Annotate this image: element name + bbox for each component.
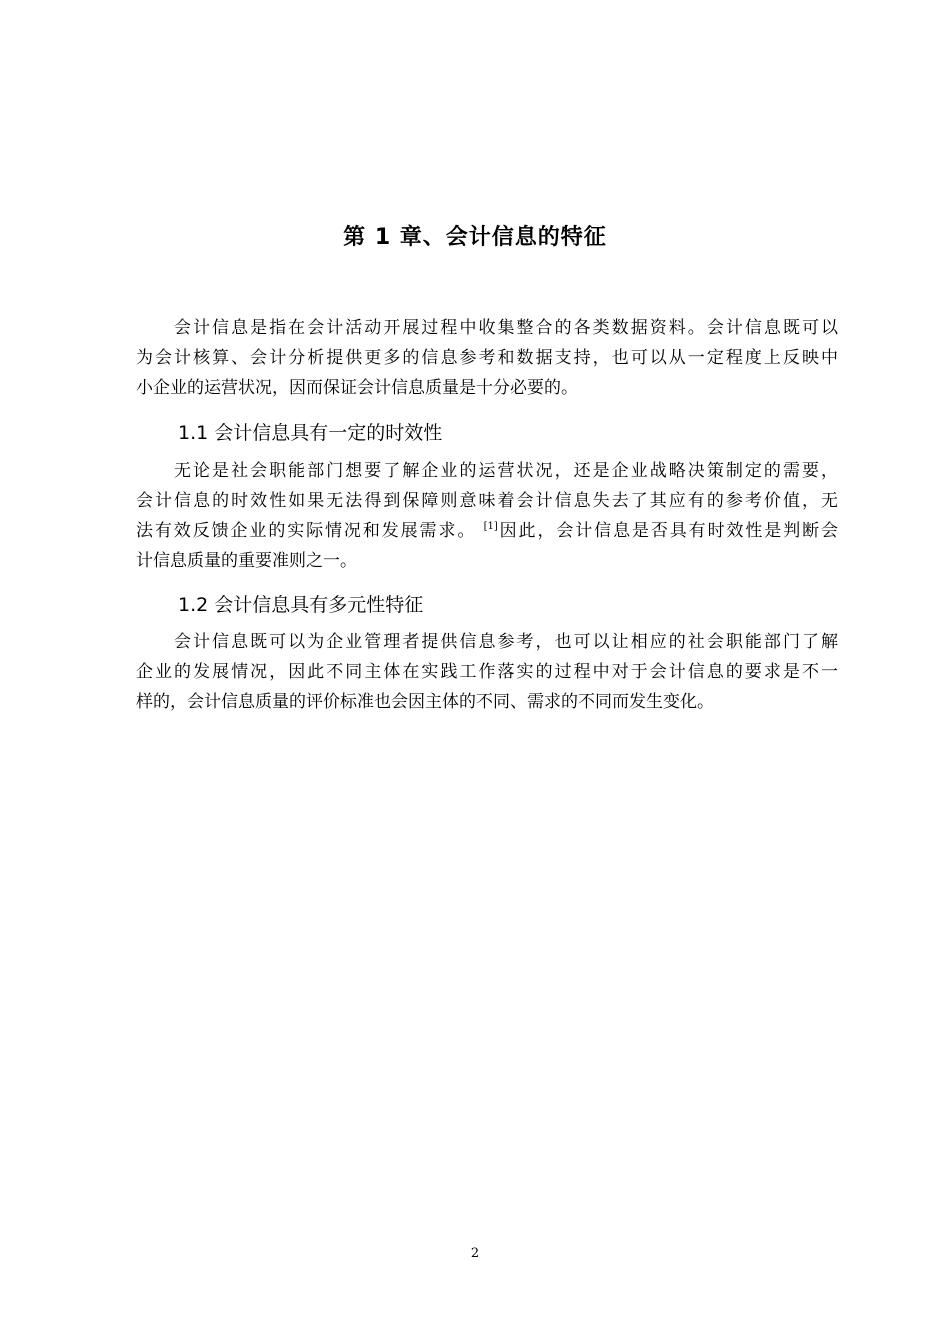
- paragraph-line: [136, 516, 838, 546]
- intro-paragraph: [136, 313, 838, 403]
- paragraph-text: 因此，会计信息是否具有时效性是判断会: [497, 521, 839, 541]
- paragraph-line: 样的，会计信息质量的评价标准也会因主体的不同、需求的不同而发生变化。: [136, 692, 714, 712]
- paragraph-line: 企业的发展情况，因此不同主体在实践工作落实的过程中对于会计信息的要求是不一: [136, 662, 838, 682]
- section-1-2-paragraph: [136, 627, 838, 717]
- paragraph-line: 会计信息既可以为企业管理者提供信息参考，也可以让相应的社会职能部门了解: [174, 632, 838, 652]
- section-heading-1-2: 1.2 会计信息具有多元性特征: [178, 594, 424, 616]
- section-1-1-paragraph: [136, 456, 838, 576]
- paragraph-line: 为会计核算、会计分析提供更多的信息参考和数据支持，也可以从一定程度上反映中: [136, 348, 838, 368]
- paragraph-line: 计信息质量的重要准则之一。: [136, 551, 357, 571]
- section-heading-1-1: 1.1 会计信息具有一定的时效性: [178, 422, 443, 444]
- paragraph-line: 小企业的运营状况，因而保证会计信息质量是十分必要的。: [136, 378, 578, 398]
- citation-marker[interactable]: [1]: [483, 521, 498, 532]
- page-number: 2: [470, 1246, 480, 1261]
- paragraph-line: 无论是社会职能部门想要了解企业的运营状况，还是企业战略决策制定的需要，: [174, 461, 838, 481]
- chapter-title: 第 1 章、会计信息的特征: [343, 225, 607, 250]
- paragraph-text: 法有效反馈企业的实际情况和发展需求。: [136, 521, 477, 541]
- paragraph-line: 会计信息是指在会计活动开展过程中收集整合的各类数据资料。会计信息既可以: [174, 318, 838, 338]
- paragraph-line: 会计信息的时效性如果无法得到保障则意味着会计信息失去了其应有的参考价值，无: [136, 491, 838, 511]
